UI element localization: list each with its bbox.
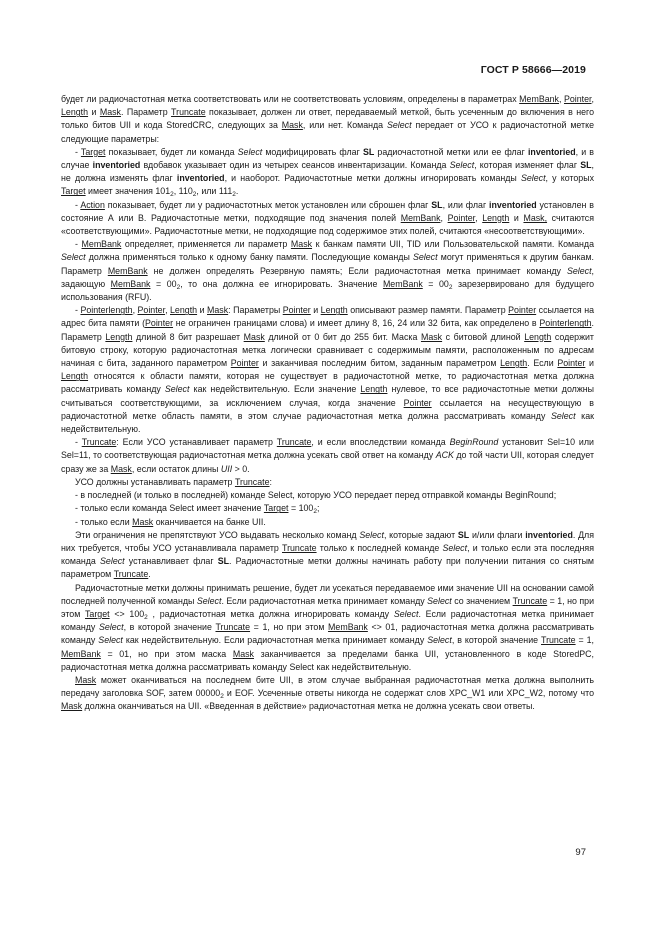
- paragraph: - Truncate: Если УСО устанавливает параметр Truncate, и если впоследствии команда BeginRound установит Sel=10 или Sel=11, то соответствующая радиочастотная метка должна усекать свой ответ на команду ACK до той части UII, которая следует сразу же за Mask, если остаток длины UII > 0.: [61, 437, 594, 474]
- paragraph: - Target показывает, будет ли команда Select модифицировать флаг SL радиочастотной метки или ее флаг inventoried, и в случае inventoried вдобавок указывает один из четырех сеансов инвентаризации. Команда Select, которая изменяет флаг SL, не должна изменять флаг inventoried, и наоборот. Радиочастотные метки должны игнорировать команды Select, у которых Target имеет значения $101_2$, $110_2$, или $111_2$.: [61, 146, 595, 199]
- paragraph: УСО должны устанавливать параметр Truncate:: [75, 476, 272, 487]
- paragraph: - Action показывает, будет ли у радиочастотных меток установлен или сброшен флаг SL, или флаг inventoried установлен в состояние А или В. Радиочастотные метки, подходящие под значения полей MemBank, Pointer, Length и Mask, считаются «соответствующими». Радиочастотные метки, не подходящие под содержимое этих полей, считаются «несоответствующими».: [61, 199, 594, 237]
- paragraph: - Pointerlength, Pointer, Length и Mask: Параметры Pointer и Length описывают размер памяти. Параметр Pointer ссылается на адрес бита памяти (Pointer не ограничен границами слова) и имеет длину 8, 16, 24 или 32 бита, как определено в Pointerlength. Параметр Length длиной 8 бит разрешает Mask длиной от 0 бит до 255 бит. Маска Mask с битовой длиной Length содержит битовую строку, которую радиочастотная метка логически сравнивает с содержимым памяти, расположенным по адресам начиная с бита, заданного параметром Pointer и заканчивая последним битом, заданным параметром Length. Если Pointer и Length относятся к области памяти, которая не существует в радиочастотной метке, то радиочастотная метка должна рассматривать команду Select как недействительную. Если значение Length нулевое, то все радиочастотные метки должны считываться соответствующими, за исключением случая, когда значение Pointer ссылается на несуществующую в радиочастотной метке область памяти, в этом случае радиочастотная метка должна рассматривать команду Select как недействительную.: [61, 305, 594, 435]
- paragraph: - в последней (и только в последней) команде Select, которую УСО передает перед отправкой команды BeginRound;: [75, 490, 557, 501]
- paragraph: - только если Mask оканчивается на банке UII.: [75, 516, 266, 527]
- page-number: 97: [575, 847, 586, 858]
- standard-header: ГОСТ Р 58666—2019: [480, 64, 586, 76]
- paragraph: будет ли радиочастотная метка соответствовать или не соответствовать условиям, определены в параметрах MemBank, Pointer, Length и Mask. Параметр Truncate показывает, должен ли ответ, передаваемый меткой, быть усеченным до включения в него только битов UII и кода StoredCRC, следующих за Mask, или нет. Команда Select передает от УСО к радиочастотной метке следующие параметры:: [61, 94, 594, 144]
- paragraph: Эти ограничения не препятствуют УСО выдавать несколько команд Select, которые задают SL и/или флаги inventoried. Для них требуется, чтобы УСО устанавливала параметр Truncate только к последней команде Select, и только если эта последняя команда Select устанавливает флаг SL. Радиочастотные метки должны начинать работу при получении питания со снятым параметром Truncate.: [61, 529, 595, 580]
- document-body: [61, 93, 594, 714]
- paragraph: - только если команда Select имеет значение Target = $100_2$;: [75, 503, 320, 516]
- paragraph: Радиочастотные метки должны принимать решение, будет ли усекаться передаваемое ими значение UII на основании самой последней полученной команды Select. Если радиочастотная метка принимает команду Select со значением Truncate = 1, но при этом Target <> $100_2$ , радиочастотная метка должна игнорировать команду Select. Если радиочастотная метка принимает команду Select, в которой значение Truncate = 1, но при этом MemBank <> 01, радиочастотная метка должна рассматривать команду Select как недействительную. Если радиочастотная метка принимает команду Select, в которой значение Truncate = 1, MemBank = 01, но при этом маска Mask заканчивается за пределами банка UII, установленного в коде StoredPC, радиочастотная метка должна рассматривать команду Select как недействительную.: [61, 582, 595, 672]
- paragraph: - MemBank определяет, применяется ли параметр Mask к банкам памяти UII, TID или Пользовательской памяти. Команда Select должна применяться только к одному банку памяти. Последующие команды Select могут применяться к другим банкам. Параметр MemBank не должен определять Резервную память; Если радиочастотная метка принимает команду Select, задающую MemBank = $00_2$, то она должна ее игнорировать. Значение MemBank = $00_2$ зарезервировано для будущего использования (RFU).: [61, 239, 595, 303]
- paragraph: Mask может оканчиваться на последнем бите UII, в этом случае выбранная радиочастотная метка должна выполнить передачу заголовка SOF, затем $00000_2$ и EOF. Усеченные ответы никогда не содержат слов XPC_W1 или XPC_W2, потому что Mask должна оканчиваться на UII. «Введенная в действие» радиочастотная метка не должна усекать свои ответы.: [61, 674, 595, 712]
